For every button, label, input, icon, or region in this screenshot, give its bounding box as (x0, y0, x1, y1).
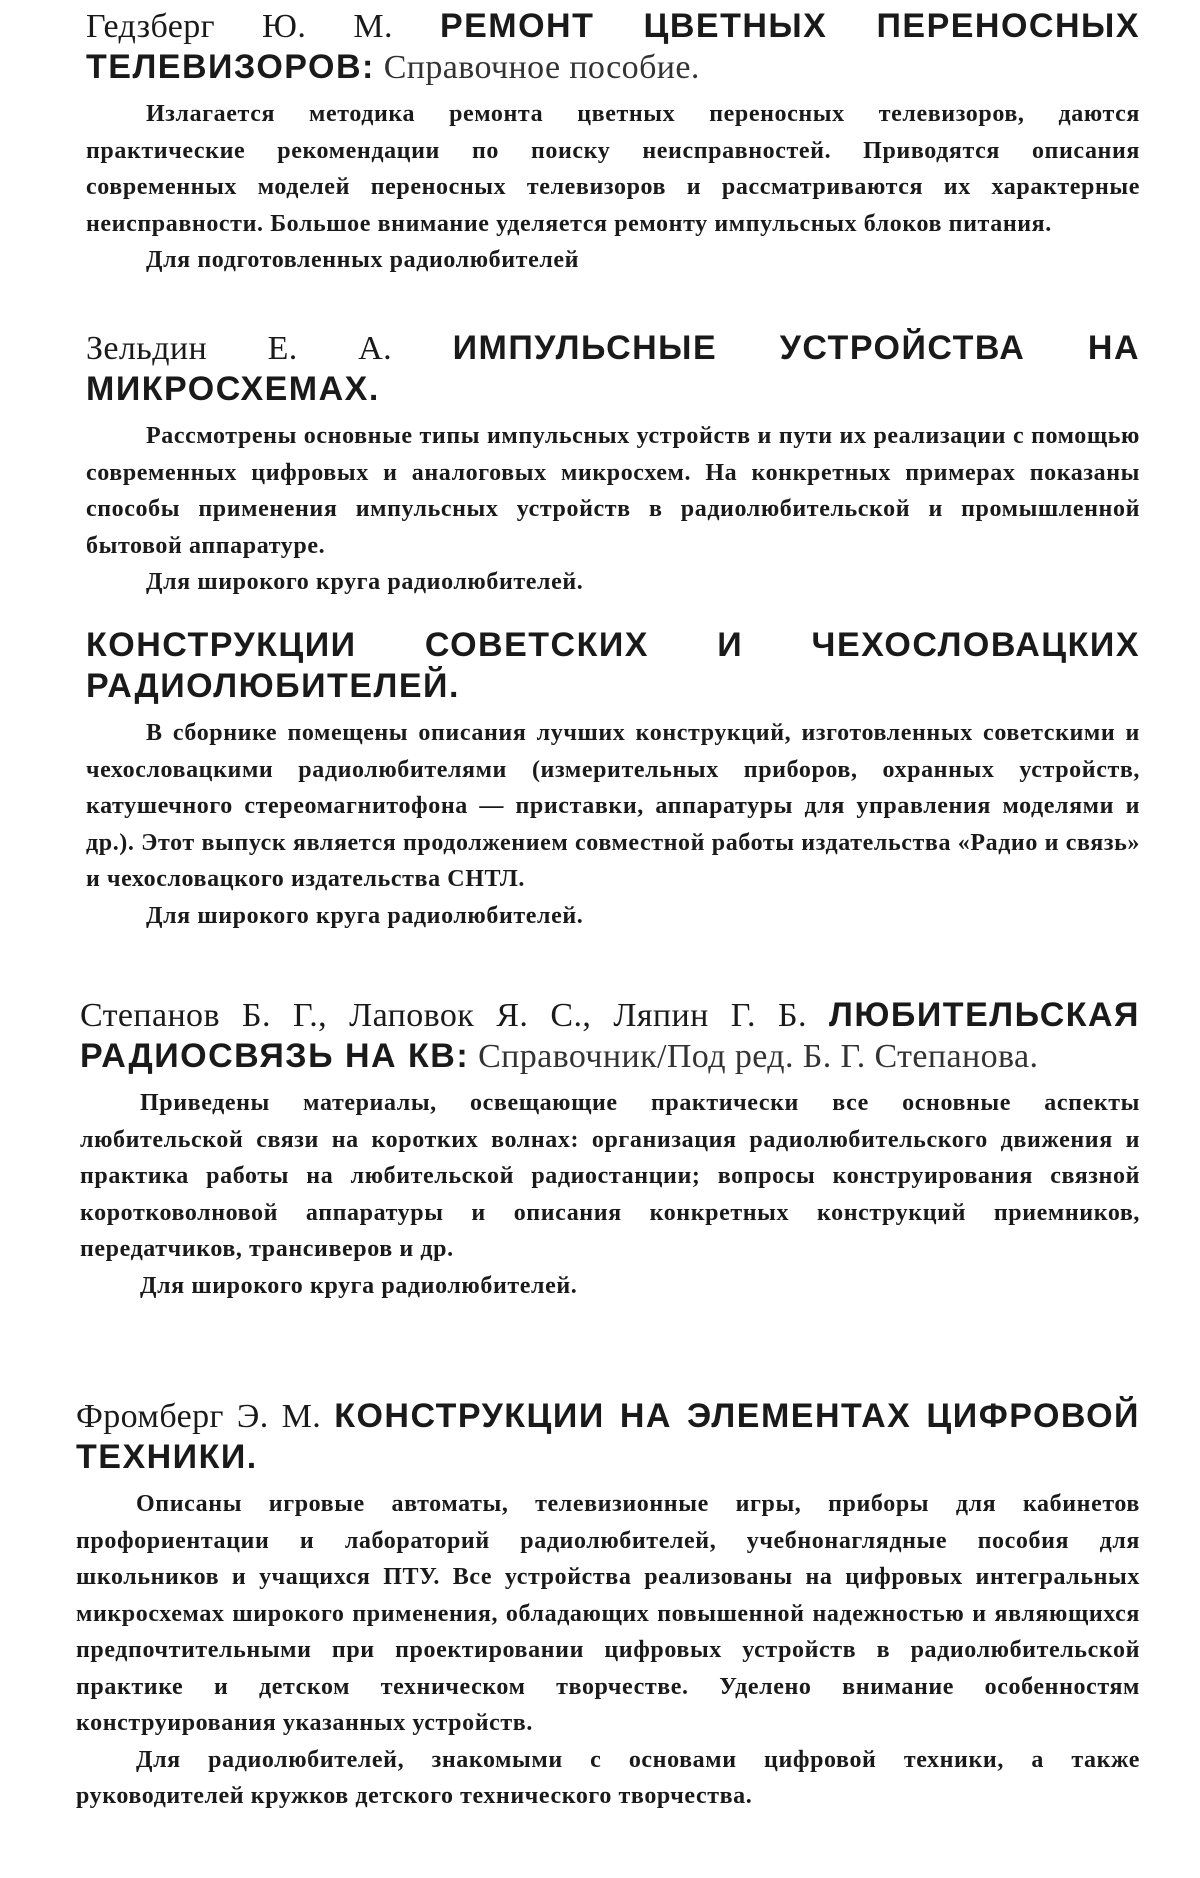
book-title: РЕМОНТ ЦВЕТНЫХ ПЕРЕНОСНЫХ ТЕЛЕВИЗОРОВ: (86, 7, 1141, 86)
book-heading (86, 625, 1140, 707)
book-description: В сборнике помещены описания лучших конструкций, изготовленных советскими и чехословацкими радиолюбителями (измерительных приборов, охранных устройств, катушечного стереомагнитофона — приставки, аппаратуры для управления моделями и др.). Этот выпуск является продолжением совместной работы издательства «Радио и связь» и чехословацкого издательства СНТЛ. (86, 720, 1140, 892)
book-subtitle: Справочное пособие. (383, 49, 700, 86)
book-subtitle: Справочник/Под ред. Б. Г. Степанова. (478, 1038, 1039, 1075)
book-title: КОНСТРУКЦИИ СОВЕТСКИХ И ЧЕХОСЛОВАЦКИХ РАДИОЛЮБИТЕЛЕЙ. (86, 626, 1140, 705)
book-entry (86, 328, 1140, 601)
book-audience: Для широкого круга радиолюбителей. (146, 569, 584, 595)
book-audience: Для широкого круга радиолюбителей. (140, 1272, 578, 1299)
book-author: Гедзберг Ю. М. (86, 8, 393, 45)
book-heading (86, 6, 1140, 88)
book-entry (76, 1396, 1140, 1815)
book-entry (80, 995, 1140, 1304)
book-description: Приведены материалы, освещающие практически все основные аспекты любительской связи на коротких волнах: организация радиолюбительского движения и практика работы на любительской радиостанции; вопросы конструирования связной коротковолновой аппаратуры и описания конкретных конструкций приемников, передатчиков, трансиверов и др. (80, 1090, 1140, 1262)
book-description: Описаны игровые автоматы, телевизионные игры, приборы для кабинетов профориентации и лабораторий радиолюбителей, учебнонаглядные пособия для школьников и учащихся ПТУ. Все устройства реализованы на цифровых интегральных микросхемах широкого применения, обладающих повышенной надежностью и являющихся предпочтительными при проектировании цифровых устройств в радиолюбительской практике и детском техническом творчестве. Уделено внимание особенностям конструирования указанных устройств. (76, 1491, 1140, 1736)
book-title: ЛЮБИТЕЛЬСКАЯ РАДИОСВЯЗЬ НА КВ: (80, 996, 1140, 1075)
book-audience: Для широкого круга радиолюбителей. (146, 902, 584, 929)
book-heading (76, 1396, 1140, 1478)
book-audience: Для подготовленных радиолюбителей (146, 247, 580, 273)
book-title: КОНСТРУКЦИИ НА ЭЛЕМЕНТАХ ЦИФРОВОЙ ТЕХНИКИ. (76, 1397, 1140, 1476)
book-audience: Для радиолюбителей, знакомыми с основами цифровой техники, а также руководителей кружков детского технического творчества. (76, 1746, 1140, 1809)
book-description: Излагается методика ремонта цветных переносных телевизоров, даются практические рекомендации по поиску неисправностей. Приводятся описания современных моделей переносных телевизоров и рассматриваются их характерные неисправности. Большое внимание уделяется ремонту импульсных блоков питания. (86, 101, 1140, 237)
book-entry (86, 625, 1140, 934)
book-entry (86, 6, 1140, 279)
book-heading (86, 328, 1140, 410)
book-author: Степанов Б. Г., Лаповок Я. С., Ляпин Г. Б. (80, 997, 807, 1034)
book-author: Фромберг Э. М. (76, 1398, 322, 1435)
book-author: Зельдин Е. А. (86, 330, 393, 367)
book-title: ИМПУЛЬСНЫЕ УСТРОЙСТВА НА МИКРОСХЕМАХ. (86, 329, 1140, 408)
book-description: Рассмотрены основные типы импульсных устройств и пути их реализации с помощью современных цифровых и аналоговых микросхем. На конкретных примерах показаны способы применения импульсных устройств в радиолюбительской и промышленной бытовой аппаратуре. (86, 423, 1140, 559)
book-heading (80, 995, 1140, 1077)
